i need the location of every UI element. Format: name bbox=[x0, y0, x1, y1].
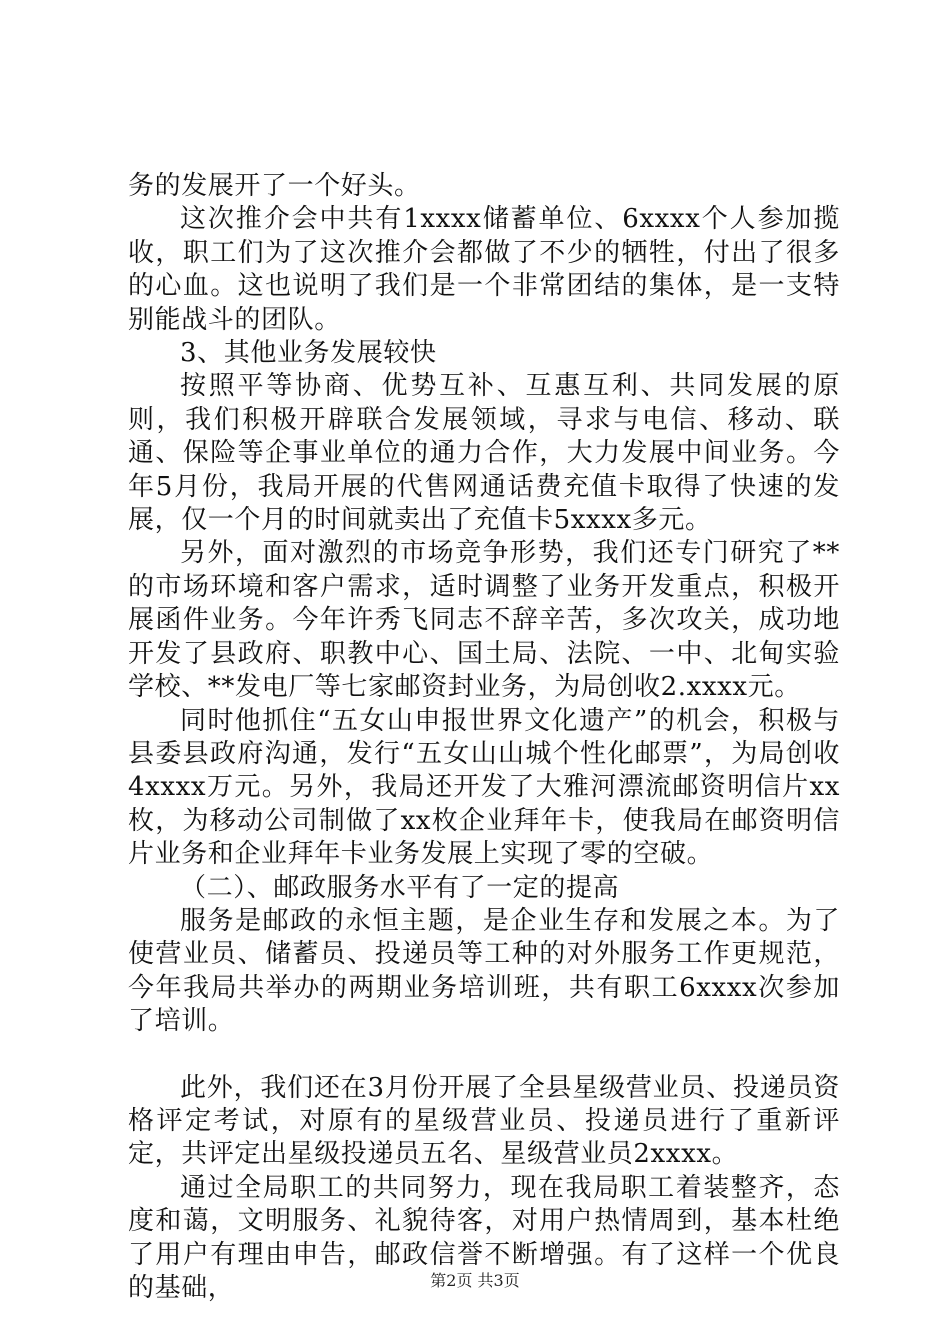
paragraph-service-training: 服务是邮政的永恒主题，是企业生存和发展之本。为了使营业员、储蓄员、投递员等工种的对外服务工作更规范，今年我局共举办的两期业务培训班，共有职工6xxxx次参加了培训。 bbox=[128, 905, 840, 1037]
paragraph-promotion-meeting: 这次推介会中共有1xxxx储蓄单位、6xxxx个人参加揽收，职工们为了这次推介会都做了不少的牺牲，付出了很多的心血。这也说明了我们是一个非常团结的集体，是一支特别能战斗的团队。 bbox=[128, 204, 840, 335]
section-heading-other-business: 3、其他业务发展较快 bbox=[180, 338, 437, 369]
paragraph-heritage-stamps: 同时他抓住“五女山申报世界文化遗产”的机会，积极与县委县政府沟通，发行“五女山山城个性化邮票”，为局创收4xxxx万元。另外，我局还开发了大雅河漂流邮资明信片xx枚，为移动公司制做了xx枚企业拜年卡，使我局在邮资明信片业务和企业拜年卡业务发展上实现了零的空破。 bbox=[128, 705, 840, 870]
paragraph-cooperation: 按照平等协商、优势互补、互惠互利、共同发展的原则，我们积极开辟联合发展领域，寻求与电信、移动、联通、保险等企事业单位的通力合作，大力发展中间业务。今年5月份，我局开展的代售网通话费充值卡取得了快速的发展，仅一个月的时间就卖出了充值卡5xxxx多元。 bbox=[128, 371, 840, 536]
section-heading-service-level: （二）、邮政服务水平有了一定的提高 bbox=[180, 872, 620, 903]
paragraph-market-competition: 另外，面对激烈的市场竞争形势，我们还专门研究了**的市场环境和客户需求，适时调整了业务开发重点，积极开展函件业务。今年许秀飞同志不辞辛苦，多次攻关，成功地开发了县政府、职教中心、国土局、法院、一中、北甸实验学校、**发电厂等七家邮资封业务，为局创收2.xxxx元。 bbox=[128, 538, 840, 703]
document-body bbox=[128, 170, 840, 1305]
page-number-footer: 第2页 共3页 bbox=[430, 1271, 520, 1290]
paragraph-star-rating: 此外，我们还在3月份开展了全县星级营业员、投递员资格评定考试，对原有的星级营业员、投递员进行了重新评定，共评定出星级投递员五名、星级营业员2xxxx。 bbox=[128, 1072, 840, 1170]
paragraph-staff-effort: 通过全局职工的共同努力，现在我局职工着装整齐，态度和蔼，文明服务、礼貌待客，对用户热情周到，基本杜绝了用户有理由申告，邮政信誉不断增强。有了这样一个优良的基础， bbox=[128, 1172, 840, 1303]
paragraph-continuation: 务的发展开了一个好头。 bbox=[128, 171, 421, 201]
